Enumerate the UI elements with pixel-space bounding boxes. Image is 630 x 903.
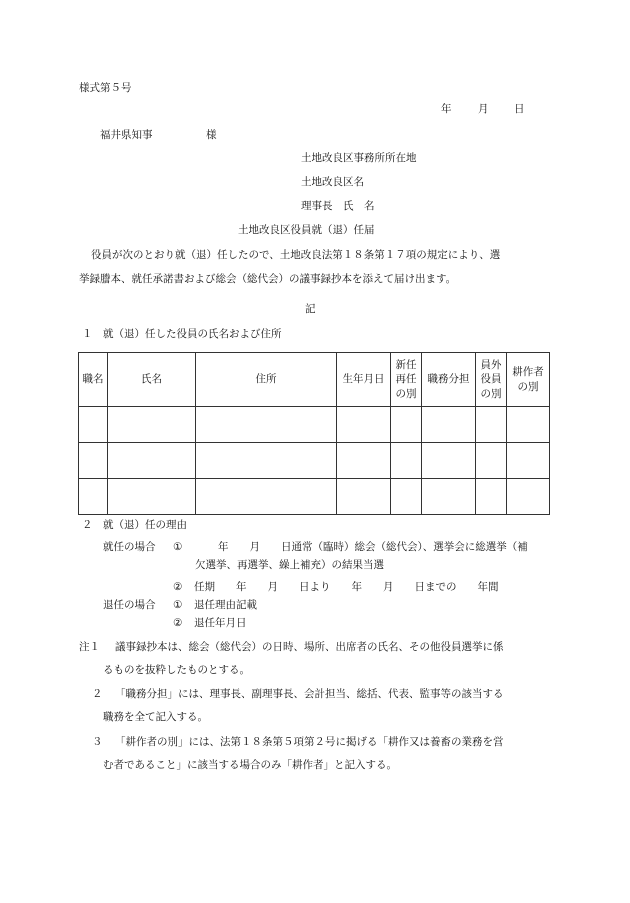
table-cell (507, 443, 550, 479)
table-cell (422, 407, 476, 443)
col-header-text: の別 (480, 387, 502, 400)
sender-chair: 理事長 氏 名 (301, 200, 375, 212)
col-header (391, 353, 422, 407)
date-month: 月 (478, 103, 489, 115)
note-3-line-1: 「耕作者の別」には、法第１８条第５項第２号に掲げる「耕作又は養畜の業務を営 (115, 736, 504, 748)
col-header (476, 353, 507, 407)
note-prefix: 注１ (79, 641, 100, 653)
addressee-name: 福井県知事 (100, 129, 153, 141)
col-header-text: 再任 (395, 373, 417, 386)
table-cell (337, 479, 391, 515)
table-cell (196, 407, 337, 443)
note-2-line-1: 「職務分担」には、理事長、副理事長、会計担当、総括、代表、監事等の該当する (115, 688, 504, 700)
col-header-text: 職名 (82, 373, 104, 386)
appointment-line-2: 欠選挙、再選挙、繰上補充）の結果当選 (195, 559, 384, 571)
col-header-text: 氏名 (141, 373, 162, 386)
table-cell (196, 479, 337, 515)
table-row (79, 407, 550, 443)
table-cell (108, 443, 196, 479)
table-cell (476, 407, 507, 443)
col-header (337, 353, 391, 407)
sender-address: 土地改良区事務所所在地 (301, 152, 417, 164)
table-cell (391, 443, 422, 479)
table-cell (476, 443, 507, 479)
note-1-line-1: 議事録抄本は、総会（総代会）の日時、場所、出席者の氏名、その他役員選挙に係 (115, 641, 504, 653)
retirement-label: 退任の場合 (103, 599, 156, 611)
table-row (79, 443, 550, 479)
ki-marker: 記 (305, 303, 316, 315)
note-3-number: ３ (92, 736, 103, 748)
body-line-1: 役員が次のとおり就（退）任したので、土地改良法第１８条第１７項の規定により、選 (91, 249, 501, 261)
col-header (507, 353, 550, 407)
table-cell (108, 407, 196, 443)
body-line-2: 挙録謄本、就任承諾書および総会（総代会）の議事録抄本を添えて届け出ます。 (79, 273, 457, 285)
table-cell (337, 407, 391, 443)
table-cell (196, 443, 337, 479)
col-header-text: 職務分担 (427, 373, 470, 386)
table-cell (507, 479, 550, 515)
date-day: 日 (514, 103, 525, 115)
table-header-row (79, 353, 550, 407)
col-header (108, 353, 196, 407)
table-cell (391, 407, 422, 443)
note-2-line-2: 職務を全て記入する。 (103, 711, 208, 723)
term-line: 任期 年 月 日より 年 月 日までの 年間 (194, 581, 499, 593)
col-header (79, 353, 108, 407)
form-number: 様式第５号 (79, 82, 132, 94)
col-header-text: 耕作者 (512, 366, 544, 379)
note-2-number: ２ (92, 688, 103, 700)
col-header-text: 新任 (395, 359, 417, 372)
sender-org-name: 土地改良区名 (301, 176, 364, 188)
appointment-label: 就任の場合 (103, 541, 156, 553)
col-header-text: 員外 (480, 359, 502, 372)
table-cell (422, 443, 476, 479)
circle-number-2: ② (173, 581, 183, 593)
col-header-text: 住所 (255, 373, 277, 386)
retirement-reason: 退任理由記載 (194, 599, 257, 611)
section-1-title: 就（退）任した役員の氏名および住所 (103, 328, 282, 340)
circle-number-1: ① (173, 599, 183, 611)
table-cell (108, 479, 196, 515)
table-cell (422, 479, 476, 515)
note-1-line-2: るものを抜粋したものとする。 (103, 664, 250, 676)
section-2-number: ２ (82, 519, 93, 531)
circle-number-2: ② (173, 617, 183, 629)
table-cell (476, 479, 507, 515)
table-cell (391, 479, 422, 515)
table-cell (507, 407, 550, 443)
col-header-text: 役員 (480, 373, 502, 386)
col-header (196, 353, 337, 407)
section-2-title: 就（退）任の理由 (103, 519, 187, 531)
col-header (422, 353, 476, 407)
table-cell (337, 443, 391, 479)
section-1-number: １ (82, 328, 93, 340)
col-header-text: の別 (395, 387, 417, 400)
table-cell (79, 407, 108, 443)
retirement-date: 退任年月日 (194, 617, 247, 629)
table-row (79, 479, 550, 515)
appointment-line-1: 年 月 日通常（臨時）総会（総代会）、選挙会に総選挙（補 (218, 541, 528, 553)
note-3-line-2: む者であること」に該当する場合のみ「耕作者」と記入する。 (103, 759, 397, 771)
col-header-text: の別 (517, 380, 539, 393)
circle-number-1: ① (173, 541, 183, 553)
addressee-honorific: 様 (206, 129, 217, 141)
doc-title: 土地改良区役員就（退）任届 (238, 224, 375, 236)
col-header-text: 生年月日 (342, 373, 385, 386)
date-year: 年 (441, 103, 452, 115)
officer-table (78, 352, 550, 515)
table-cell (79, 479, 108, 515)
table-cell (79, 443, 108, 479)
